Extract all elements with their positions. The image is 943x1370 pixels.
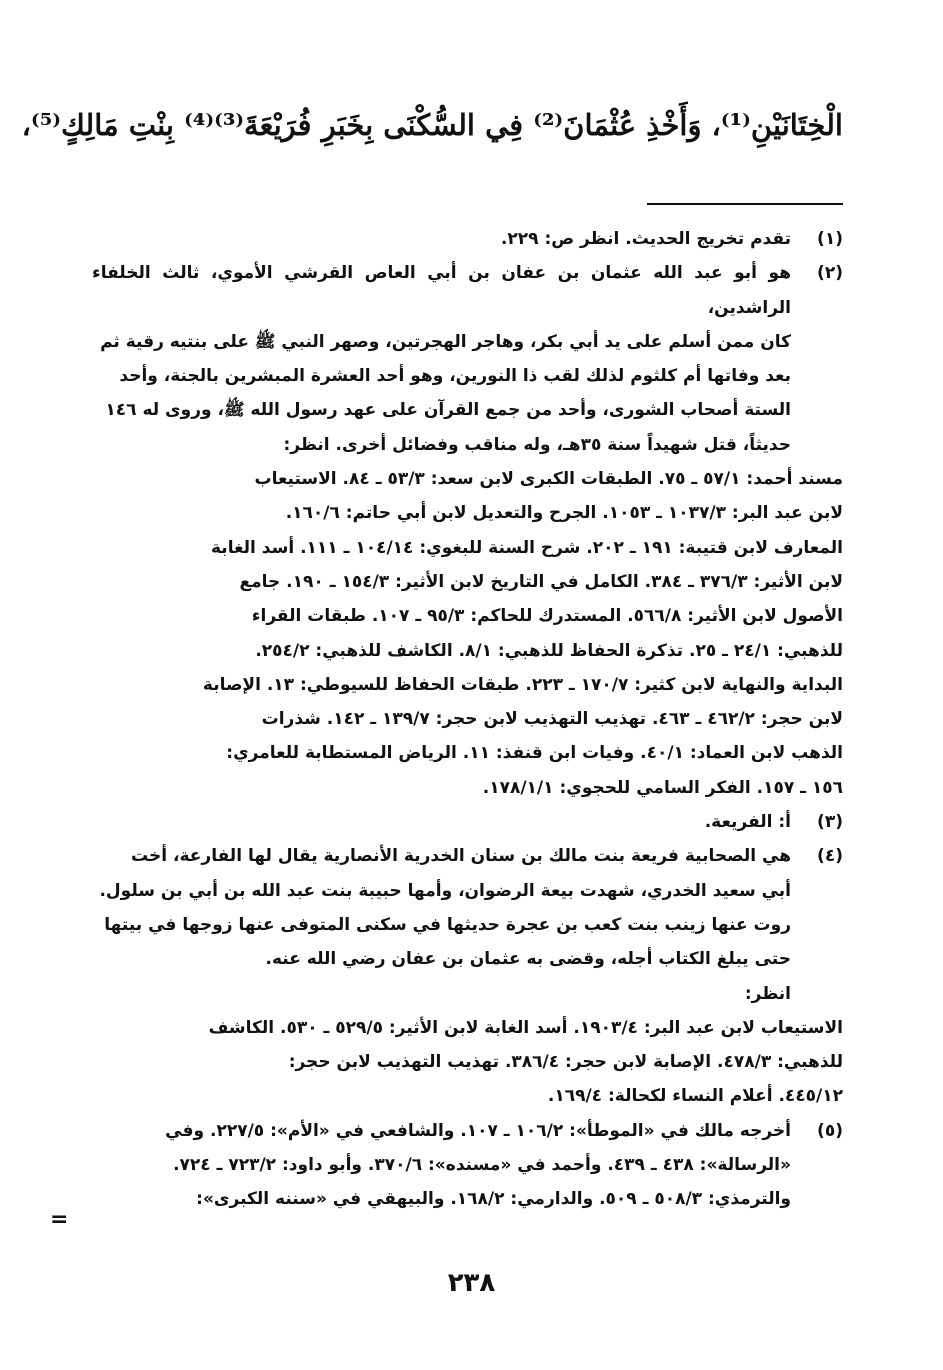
page-number: ٢٣٨ (447, 1268, 496, 1298)
footnote-line: أبي سعيد الخدري، شهدت بيعة الرضوان، وأمها حبيبة بنت عبد الله بن أبي بن سلول. (99, 880, 791, 901)
reference-line: لابن عبد البر: ١٠٣٧/٣ ـ ١٠٥٣. الجرح والتعديل لابن أبي حاتم: ١٦٠/٦. (285, 503, 843, 524)
footnote-4 (92, 839, 843, 1010)
footnote-4-references (92, 1011, 843, 1114)
footnote-line: حديثاً، قتل شهيداً سنة ٣٥هـ، وله مناقب وفضائل أخرى. انظر: (283, 434, 791, 455)
footnote-5 (92, 1114, 843, 1217)
footnote-line: هي الصحابية فريعة بنت مالك بن سنان الخدرية الأنصارية يقال لها الفارعة، أخت (131, 846, 791, 867)
continuation-mark: = (50, 1207, 69, 1232)
reference-line: ١٥٦ ـ ١٥٧. الفكر السامي للحجوي: ١٧٨/١/١. (482, 777, 843, 798)
footnote-body (92, 222, 791, 256)
reference-line: المعارف لابن قتيبة: ١٩١ ـ ٢٠٢. شرح السنة للبغوي: ١٠٤/١٤ ـ ١١١. أسد الغابة (211, 537, 843, 558)
footnote-2-references (92, 462, 843, 805)
reference-line: لابن الأثير: ٣٧٦/٣ ـ ٣٨٤. الكامل في التاريخ لابن الأثير: ١٥٤/٣ ـ ١٩٠. جامع (239, 571, 843, 592)
reference-line: للذهبي: ٤٧٨/٣. الإصابة لابن حجر: ٣٨٦/٤. تهذيب التهذيب لابن حجر: (288, 1052, 843, 1073)
footnote-2 (92, 256, 843, 462)
footnote-body (92, 805, 791, 839)
footnote-number: (٣) (817, 812, 843, 833)
footnote-number: (٤) (817, 846, 843, 867)
footnote-1 (92, 222, 843, 256)
main-text-line: الْخِتَانَيْنِ⁽¹⁾، وَأَخْذِ عُثْمَانَ⁽²⁾ فِي السُّكْنَى بِخَبَرِ فُرَيْعَةَ⁽³⁾⁽⁴⁾ بِنْتِ مَالِكٍ⁽⁵⁾، (21, 108, 843, 142)
footnote-line: والترمذي: ٥٠٨/٣ ـ ٥٠٩. والدارمي: ١٦٨/٢. والبيهقي في «سننه الكبرى»: (196, 1189, 791, 1210)
reference-line: للذهبي: ٢٤/١ ـ ٢٥. تذكرة الحفاظ للذهبي: ٨/١. الكاشف للذهبي: ٢٥٤/٢. (255, 640, 843, 661)
footnote-line: روت عنها زينب بنت كعب بن عجرة حديثها في سكنى المتوفى عنها زوجها في بيتها (104, 914, 791, 935)
reference-line: الذهب لابن العماد: ٤٠/١. وفيات ابن قنفذ: ١١. الرياض المستطابة للعامري: (226, 743, 843, 764)
reference-line: الأصول لابن الأثير: ٥٦٦/٨. المستدرك للحاكم: ٩٥/٣ ـ ١٠٧. طبقات القراء (251, 606, 843, 627)
footnote-line: انظر: (744, 983, 791, 1004)
footnote-line: حتى يبلغ الكتاب أجله، وقضى به عثمان بن عفان رضي الله عنه. (265, 949, 791, 970)
footnote-line: هو أبو عبد الله عثمان بن عفان بن أبي العاص القرشي الأموي، ثالث الخلفاء الراشدين، (92, 263, 791, 318)
footnote-number: (٥) (817, 1120, 843, 1141)
footnote-line: تقدم تخريج الحديث. انظر ص: ٢٢٩. (500, 229, 791, 249)
reference-line: البداية والنهاية لابن كثير: ١٧٠/٧ ـ ٢٢٣. طبقات الحفاظ للسيوطي: ١٣. الإصابة (202, 674, 843, 695)
reference-line: الاستيعاب لابن عبد البر: ١٩٠٣/٤. أسد الغابة لابن الأثير: ٥٢٩/٥ ـ ٥٣٠. الكاشف (208, 1017, 843, 1038)
footnote-line: الستة أصحاب الشورى، وأحد من جمع القرآن على عهد رسول الله ﷺ، وروى له ١٤٦ (105, 400, 791, 421)
footnote-line: أخرجه مالك في «الموطأ»: ١٠٦/٢ ـ ١٠٧. والشافعي في «الأم»: ٢٢٧/٥. وفي (165, 1120, 791, 1141)
reference-line: ٤٤٥/١٢. أعلام النساء لكحالة: ١٦٩/٤. (547, 1086, 843, 1107)
footnote-number: (١) (817, 229, 843, 249)
footnote-line: كان ممن أسلم على يد أبي بكر، وهاجر الهجرتين، وصهر النبي ﷺ على بنتيه رقية ثم (100, 331, 791, 352)
reference-line: مسند أحمد: ٥٧/١ ـ ٧٥. الطبقات الكبرى لابن سعد: ٥٣/٣ ـ ٨٤. الاستيعاب (254, 469, 843, 490)
footnote-body (92, 839, 791, 1010)
footnote-line: بعد وفاتها أم كلثوم لذلك لقب ذا النورين، وهو أحد العشرة المبشرين بالجنة، وأحد (119, 366, 791, 387)
footnote-3 (92, 805, 843, 839)
footnotes (92, 222, 843, 1217)
footnote-number: (٢) (817, 263, 843, 284)
footnote-body (92, 256, 791, 462)
footnote-body (92, 1114, 791, 1217)
footnote-line: «الرسالة»: ٤٣٨ ـ ٤٣٩. وأحمد في «مسنده»: ٣٧٠/٦. وأبو داود: ٧٢٣/٢ ـ ٧٢٤. (173, 1155, 791, 1176)
footnote-separator (647, 203, 843, 205)
reference-line: لابن حجر: ٤٦٢/٢ ـ ٤٦٣. تهذيب التهذيب لابن حجر: ١٣٩/٧ ـ ١٤٢. شذرات (261, 709, 843, 730)
footnote-line: أ: الفريعة. (704, 812, 791, 833)
